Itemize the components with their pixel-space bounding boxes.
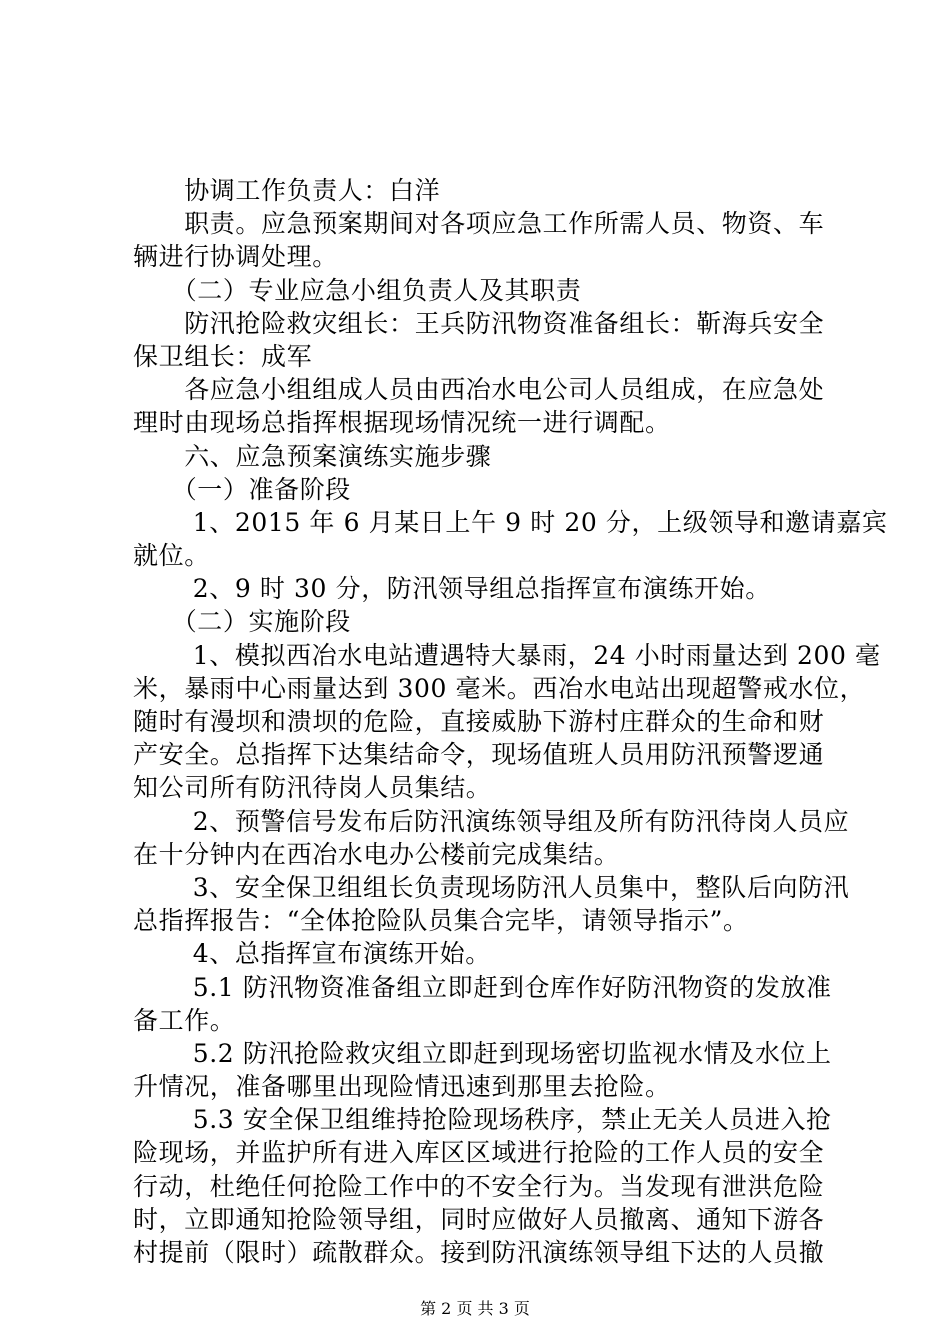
text-line: 3、安全保卫组组长负责现场防汛人员集中，整队后向防汛 <box>133 872 850 902</box>
text-line: 防汛抢险救灾组长：王兵防汛物资准备组长：靳海兵安全 <box>133 308 825 338</box>
text-line: 职责。应急预案期间对各项应急工作所需人员、物资、车 <box>133 209 825 239</box>
text-line: （二）专业应急小组负责人及其职责 <box>133 275 582 305</box>
document-body <box>133 174 888 1269</box>
text-line: 协调工作负责人：白洋 <box>133 176 441 205</box>
text-line: 村提前（限时）疏散群众。接到防汛演练领导组下达的人员撤 <box>133 1238 825 1267</box>
text-line: 产安全。总指挥下达集结命令，现场值班人员用防汛预警逻通 <box>133 740 825 770</box>
text-line: 2、9 时 30 分，防汛领导组总指挥宣布演练开始。 <box>133 574 771 604</box>
text-line: 5.2 防汛抢险救灾组立即赶到现场密切监视水情及水位上 <box>133 1038 832 1068</box>
text-line: 时，立即通知抢险领导组，同时应做好人员撤离、通知下游各 <box>133 1204 825 1234</box>
text-line: 险现场，并监护所有进入库区区域进行抢险的工作人员的安全 <box>133 1138 825 1168</box>
text-line: 1、2015 年 6 月某日上午 9 时 20 分，上级领导和邀请嘉宾 <box>133 507 888 537</box>
text-line: 1、模拟西冶水电站遭遇特大暴雨，24 小时雨量达到 200 毫 <box>133 640 881 670</box>
text-line: 就位。 <box>133 541 210 571</box>
text-line: 4、总指挥宣布演练开始。 <box>133 939 491 969</box>
text-line: 升情况，准备哪里出现险情迅速到那里去抢险。 <box>133 1072 671 1102</box>
text-line: 各应急小组组成人员由西冶水电公司人员组成，在应急处 <box>133 375 825 405</box>
text-line: 六、应急预案演练实施步骤 <box>133 441 492 471</box>
text-line: 随时有漫坝和溃坝的危险，直接威胁下游村庄群众的生命和财 <box>133 707 825 736</box>
text-line: 备工作。 <box>133 1005 236 1035</box>
text-line: （一）准备阶段 <box>133 474 351 504</box>
text-line: 知公司所有防汛待岗人员集结。 <box>133 773 492 803</box>
text-line: 行动，杜绝任何抢险工作中的不安全行为。当发现有泄洪危险 <box>133 1171 825 1201</box>
text-line: 5.3 安全保卫组维持抢险现场秩序，禁止无关人员进入抢 <box>133 1105 832 1135</box>
text-line: （二）实施阶段 <box>133 607 351 637</box>
text-line: 总指挥报告：“全体抢险队员集合完毕，请领导指示”。 <box>133 906 749 936</box>
text-line: 在十分钟内在西冶水电办公楼前完成集结。 <box>133 839 620 869</box>
page-footer: 第 2 页 共 3 页 <box>420 1299 530 1318</box>
text-line: 2、预警信号发布后防汛演练领导组及所有防汛待岗人员应 <box>133 806 850 836</box>
text-line: 辆进行协调处理。 <box>133 242 338 272</box>
text-line: 保卫组长：成军 <box>133 341 313 371</box>
text-line: 米，暴雨中心雨量达到 300 毫米。西冶水电站出现超警戒水位， <box>133 673 866 703</box>
text-line: 理时由现场总指挥根据现场情况统一进行调配。 <box>133 408 671 438</box>
text-line: 5.1 防汛物资准备组立即赶到仓库作好防汛物资的发放准 <box>133 972 832 1002</box>
